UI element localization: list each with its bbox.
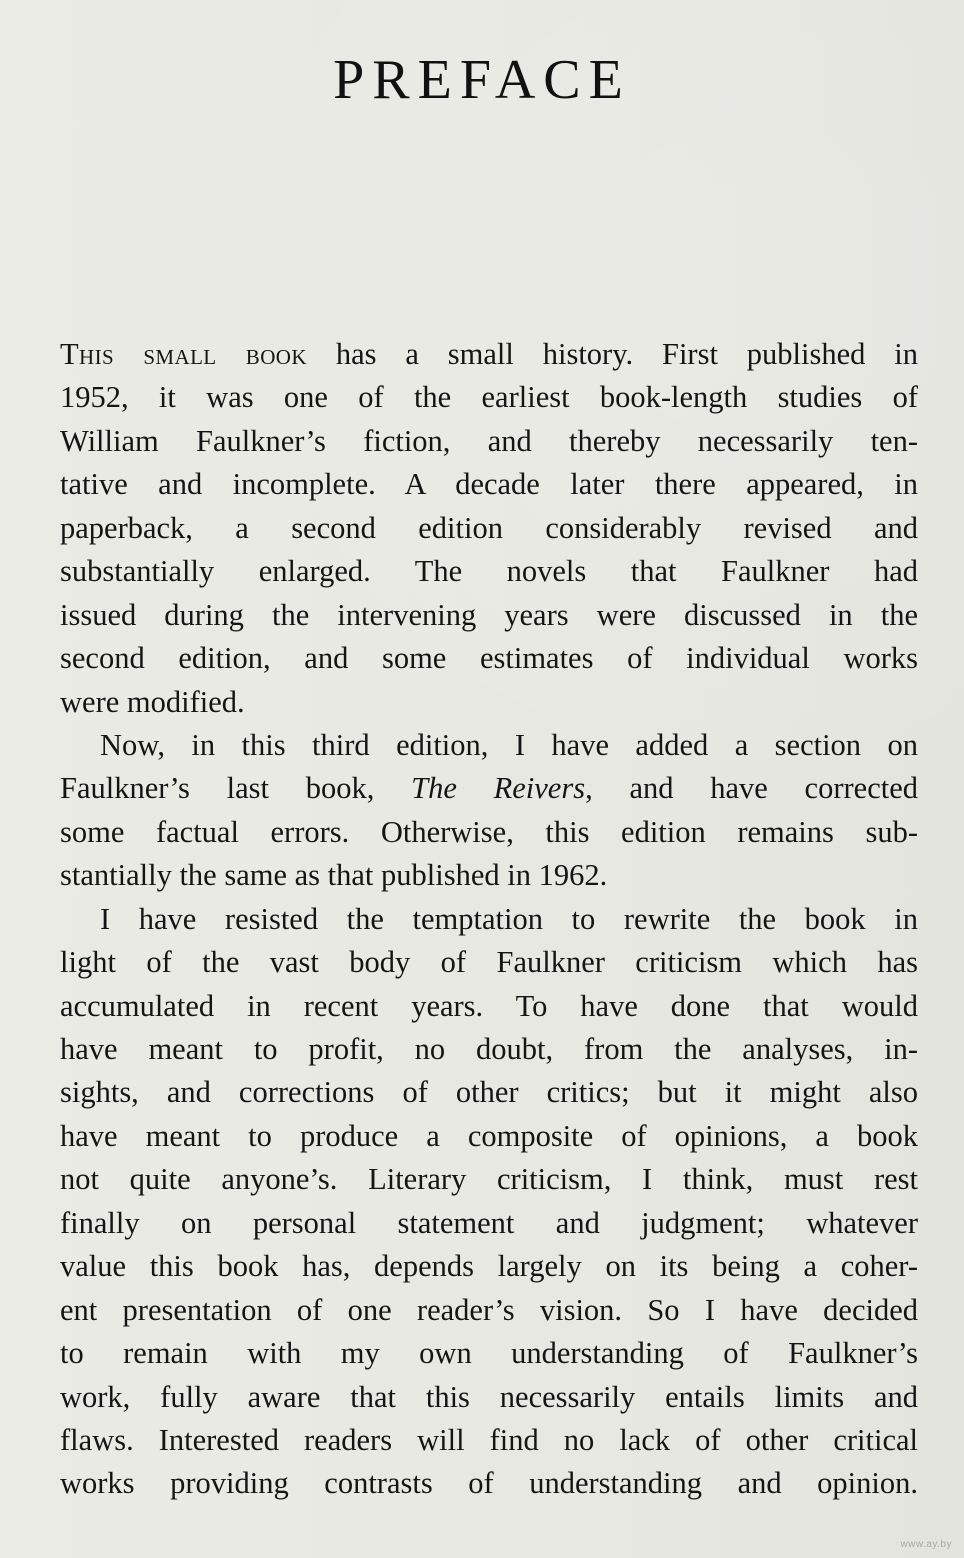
text-line-after-title: , and have corrected <box>585 771 918 806</box>
text-line: ent presentation of one reader’s vision. So I have decided <box>60 1292 918 1327</box>
text-line: have meant to produce a composite of opinions, a book <box>60 1118 918 1153</box>
text-line: not quite anyone’s. Literary criticism, I think, must rest <box>60 1162 918 1197</box>
text-line <box>60 333 918 376</box>
text-line: stantially the same as that published in 1962. <box>60 858 608 893</box>
text-line: issued during the intervening years were discussed in the <box>60 597 918 632</box>
text-line: have meant to profit, no doubt, from the analyses, in- <box>60 1032 918 1066</box>
text-line: sights, and corrections of other critics; but it might also <box>60 1075 918 1110</box>
opening-small-caps: This small book <box>60 337 307 371</box>
watermark: www.ay.by <box>900 1539 952 1550</box>
text-line: paperback, a second edition considerably revised and <box>60 510 918 545</box>
page-title: PREFACE <box>333 49 631 111</box>
text-line <box>60 767 918 810</box>
text-line: to remain with my own understanding of Faulkner’s <box>60 1336 918 1371</box>
text-line-before-title: Faulkner’s last book, <box>60 771 375 806</box>
book-title: The Reivers <box>411 771 586 806</box>
text-line: William Faulkner’s fiction, and thereby necessarily ten- <box>60 423 918 458</box>
text-line: accumulated in recent years. To have done that would <box>60 988 918 1023</box>
text-line: finally on personal statement and judgment; whatever <box>60 1205 918 1240</box>
text-line: I have resisted the temptation to rewrite the book in <box>100 901 918 936</box>
text-line: tative and incomplete. A decade later there appeared, in <box>60 467 918 502</box>
text-line: light of the vast body of Faulkner criticism which has <box>60 945 918 980</box>
text-line: flaws. Interested readers will find no lack of other critical <box>60 1422 918 1457</box>
text-line-content: has a small history. First published in <box>335 337 918 371</box>
text-line: some factual errors. Otherwise, this edition remains sub- <box>60 814 918 849</box>
preface-text <box>60 333 918 1506</box>
text-line: substantially enlarged. The novels that Faulkner had <box>60 554 918 589</box>
text-line: value this book has, depends largely on its being a coher- <box>60 1249 918 1284</box>
text-line: work, fully aware that this necessarily entails limits and <box>60 1379 918 1414</box>
text-line: Now, in this third edition, I have added a section on <box>100 727 918 762</box>
text-line: were modified. <box>60 684 245 719</box>
text-line: second edition, and some estimates of individual works <box>60 641 918 676</box>
text-line: works providing contrasts of understanding and opinion. <box>60 1466 918 1501</box>
text-line: 1952, it was one of the earliest book-length studies of <box>60 380 918 415</box>
